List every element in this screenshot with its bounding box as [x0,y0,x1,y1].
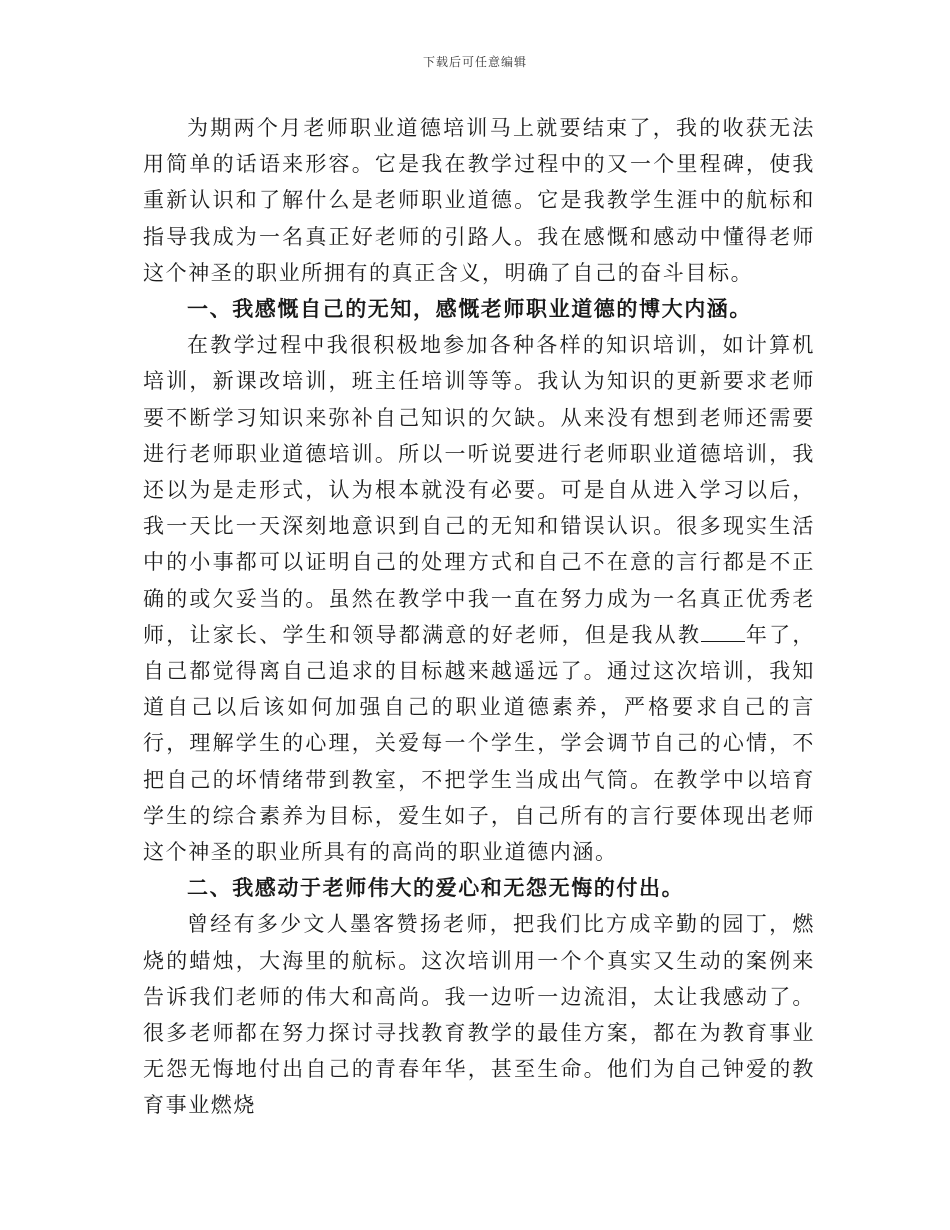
intro-paragraph: 为期两个月老师职业道德培训马上就要结束了，我的收获无法用简单的话语来形容。它是我在教学过程中的又一个里程碑，使我重新认识和了解什么是老师职业道德。它是我教学生涯中的航标和指导我成为一名真正好老师的引路人。我在感慨和感动中懂得老师这个神圣的职业所拥有的真正含义，明确了自己的奋斗目标。 [143,116,815,285]
document-body [143,110,815,1124]
section-1-text-part-1: 在教学过程中我很积极地参加各种各样的知识培训，如计算机培训，新课改培训，班主任培训等等。我认为知识的更新要求老师要不断学习知识来弥补自己知识的欠缺。从来没有想到老师还需要进行老师职业道德培训。所以一听说要进行老师职业道德培训，我还以为是走形式，认为根本就没有必要。可是自从进入学习以后，我一天比一天深刻地意识到自己的无知和错误认识。很多现实生活中的小事都可以证明自己的处理方式和自己不在意的言行都是不正确的或欠妥当的。虽然在教学中我一直在努力成为一名真正优秀老师，让家长、学生和领导都满意的好老师，但是我从教 [143,333,815,647]
section-heading-1: 一、我感慨自己的无知，感慨老师职业道德的博大内涵。 [187,297,752,322]
section-1-paragraph [143,327,815,870]
section-2-paragraph: 曾经有多少文人墨客赞扬老师，把我们比方成辛勤的园丁，燃烧的蜡烛，大海里的航标。这次培训用一个个真实又生动的案例来告诉我们老师的伟大和高尚。我一边听一边流泪，太让我感动了。很多老师都在努力探讨寻找教育教学的最佳方案，都在为教育事业无怨无悔地付出自己的青春年华，甚至生命。他们为自己钟爱的教育事业燃烧 [143,912,815,1118]
page-header: 下载后可任意编辑 [422,55,527,69]
fill-in-blank [701,619,745,642]
section-1-text-part-2: 年了，自己都觉得离自己追求的目标越来越遥远了。通过这次培训，我知道自己以后该如何加强自己的职业道德素养，严格要求自己的言行，理解学生的心理，关爱每一个学生，学会调节自己的心情，不把自己的坏情绪带到教室，不把学生当成出气筒。在教学中以培育学生的综合素养为目标，爱生如子，自己所有的言行要体现出老师这个神圣的职业所具有的高尚的职业道德内涵。 [143,622,815,865]
section-heading-2: 二、我感动于老师伟大的爱心和无怨无悔的付出。 [187,876,685,901]
